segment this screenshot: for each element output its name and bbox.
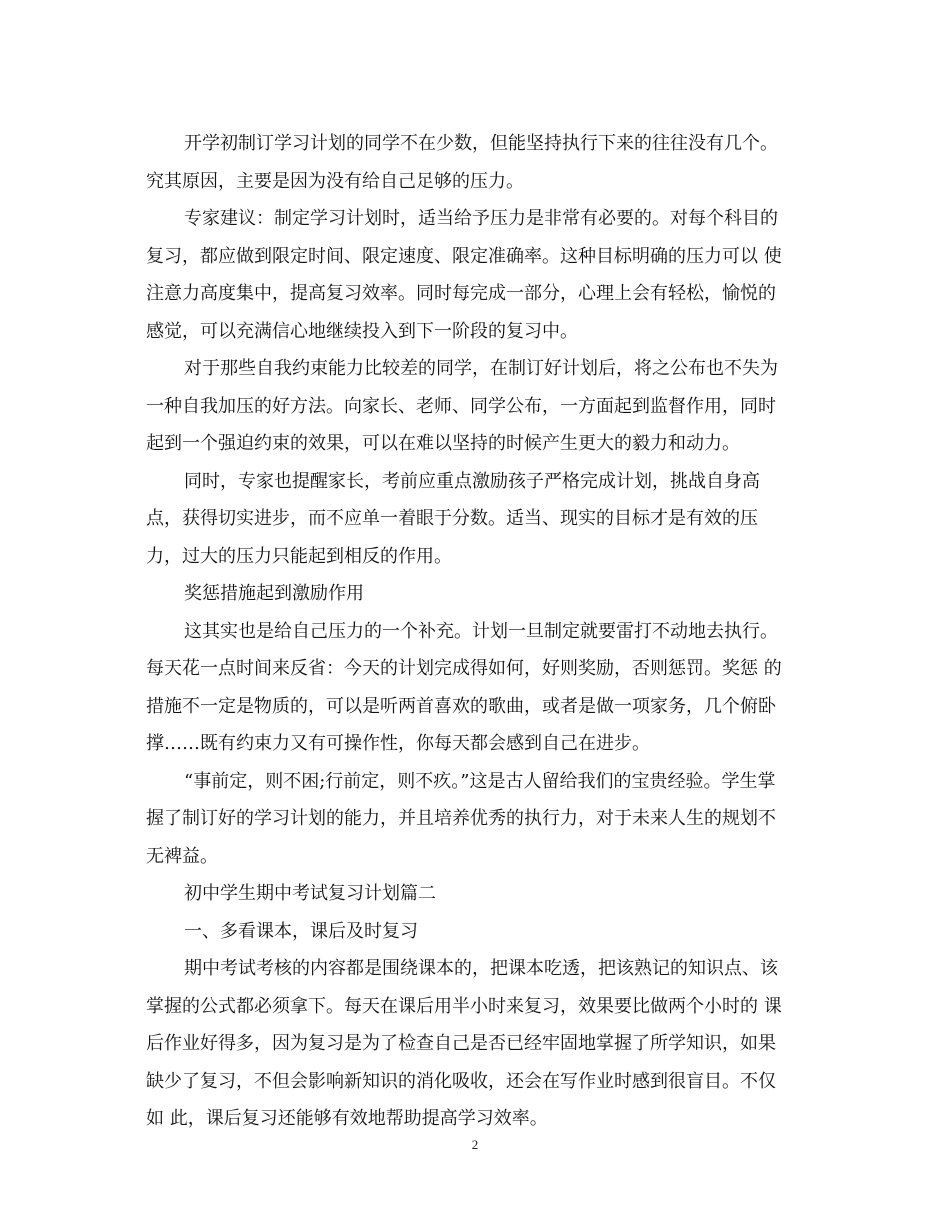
text-line: 注意力高度集中，提高复习效率。同时每完成一部分，心理上会有轻松，愉悦的 (146, 283, 776, 304)
text-line: 同时，专家也提醒家长，考前应重点激励孩子严格完成计划，挑战自身高 (184, 470, 760, 492)
text-line: 如 此，课后复习还能够有效地帮助提高学习效率。 (146, 1108, 548, 1129)
text-line: 握了制订好的学习计划的能力，并且培养优秀的执行力，对于未来人生的规划不 (146, 808, 776, 829)
text-line: 复习，都应做到限定时间、限定速度、限定准确率。这种目标明确的压力可以 使 (146, 245, 782, 267)
page-number: 2 (471, 1137, 479, 1152)
text-line: 缺少了复习，不但会影响新知识的消化吸收，还会在写作业时感到很盲目。不仅 (146, 1070, 776, 1092)
section-heading: 初中学生期中考试复习计划篇二 (184, 883, 436, 904)
text-line: 掌握的公式都必须拿下。每天在课后用半小时来复习，效果要比做两个小时的 课 (146, 995, 782, 1017)
text-line: 力，过大的压力只能起到相反的作用。 (146, 545, 452, 567)
text-line: 每天花一点时间来反省：今天的计划完成得如何，好则奖励，否则惩罚。奖惩 的 (146, 658, 782, 679)
text-line: 对于那些自我约束能力比较差的同学，在制订好计划后，将之公布也不失为 (184, 358, 778, 379)
text-line: 撑……既有约束力又有可操作性，你每天都会感到自己在进步。 (146, 733, 650, 754)
document-body (146, 125, 806, 1138)
text-line: 一种自我加压的好方法。向家长、老师、同学公布，一方面起到监督作用，同时 (146, 395, 776, 417)
text-line: 无裨益。 (146, 845, 218, 867)
text-line: 期中考试考核的内容都是围绕课本的，把课本吃透，把该熟记的知识点、该 (184, 958, 778, 979)
text-line: 这其实也是给自己压力的一个补充。计划一旦制定就要雷打不动地去执行。 (184, 620, 778, 642)
text-line: “事前定，则不困;行前定，则不疚。”这是古人留给我们的宝贵经验。学生掌 (184, 770, 776, 792)
text-line: 点，获得切实进步，而不应单一着眼于分数。适当、现实的目标才是有效的压 (146, 508, 758, 529)
text-line: 究其原因，主要是因为没有给自己足够的压力。 (146, 170, 524, 192)
text-line: 后作业好得多，因为复习是为了检查自己是否已经牢固地掌握了所学知识，如果 (146, 1033, 776, 1054)
text-line: 措施不一定是物质的，可以是听两首喜欢的歌曲，或者是做一项家务，几个俯卧 (146, 695, 776, 717)
text-line: 起到一个强迫约束的效果，可以在难以坚持的时候产生更大的毅力和动力。 (146, 433, 740, 454)
text-line: 开学初制订学习计划的同学不在少数，但能坚持执行下来的往往没有几个。 (184, 133, 778, 154)
section-heading: 奖惩措施起到激励作用 (184, 583, 364, 604)
text-line: 专家建议：制定学习计划时，适当给予压力是非常有必要的。对每个科目的 (184, 208, 778, 229)
section-heading: 一、多看课本，课后及时复习 (184, 920, 418, 942)
text-line: 感觉，可以充满信心地继续投入到下一阶段的复习中。 (146, 320, 578, 342)
